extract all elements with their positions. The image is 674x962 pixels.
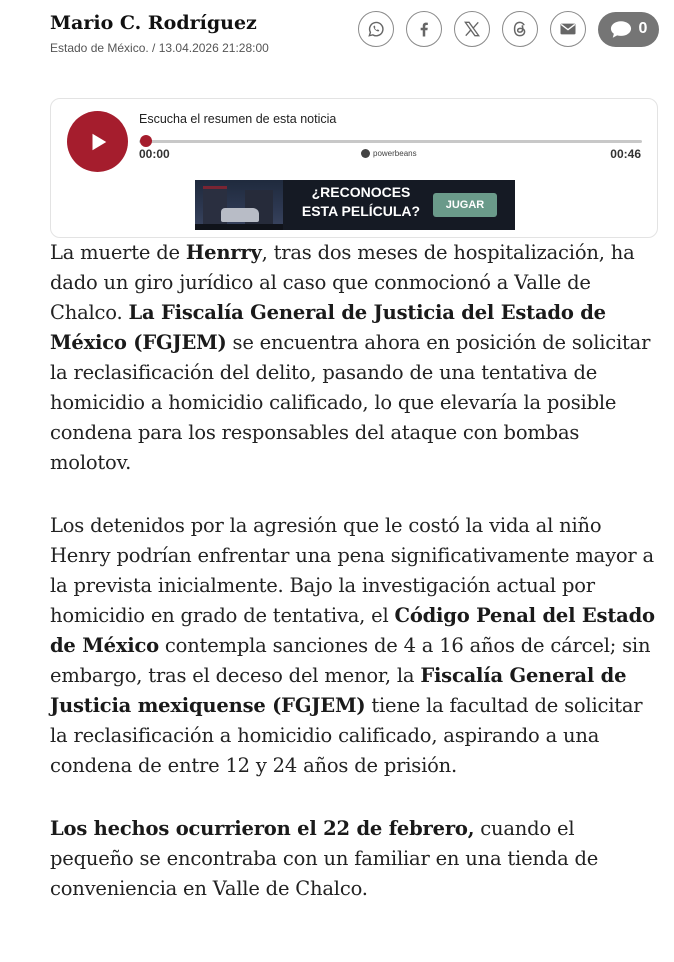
text-run: se encuentra ahora en posición de solicitar la reclasificación del delito, pasando de una tentativa de homicidio a homicidio calificado, lo que elevaría la posible condena para los responsables del ataque con bombas molotov. xyxy=(50,331,651,474)
text-run: contempla sanciones de 4 a 16 años de cárcel; sin embargo, tras el deceso del menor, la xyxy=(50,634,651,687)
article-paragraph xyxy=(50,814,660,904)
progress-track[interactable] xyxy=(139,140,642,143)
x-icon xyxy=(462,19,482,39)
play-icon xyxy=(87,131,109,153)
player-brand[interactable] xyxy=(361,149,417,158)
whatsapp-icon xyxy=(366,19,386,39)
author-name[interactable]: Mario C. Rodríguez xyxy=(50,12,257,34)
article-body xyxy=(50,238,660,937)
facebook-icon xyxy=(414,19,434,39)
share-bar xyxy=(358,11,659,47)
play-button[interactable] xyxy=(67,111,128,172)
brand-name: powerbeans xyxy=(373,149,417,158)
bold-text: Fiscalía General de Justicia mexiquense (FGJEM) xyxy=(50,664,627,717)
text-run: tiene la facultad de solicitar la reclasificación a homicidio calificado, aspirando a una condena de entre 12 y 24 años de prisión. xyxy=(50,694,643,777)
ad-movie-scene-image xyxy=(195,180,283,230)
text-run: , tras dos meses de hospitalización, ha dado un giro jurídico al caso que conmocionó a Valle de Chalco. xyxy=(50,241,635,324)
whatsapp-share-button[interactable] xyxy=(358,11,394,47)
comment-count: 0 xyxy=(638,20,648,37)
text-run: Los detenidos por la agresión que le costó la vida al niño Henry podrían enfrentar una pena significativamente mayor a la prevista inicialmente. Bajo la investigación actual por homicidio en grado de tentativa, el xyxy=(50,514,654,627)
ad-play-button[interactable]: JUGAR xyxy=(433,193,497,217)
location-date: Estado de México. / 13.04.2026 21:28:00 xyxy=(50,41,269,55)
text-run: cuando el pequeño se encontraba con un familiar en una tienda de conveniencia en Valle de Chalco. xyxy=(50,817,599,900)
x-share-button[interactable] xyxy=(454,11,490,47)
progress-handle[interactable] xyxy=(140,135,152,147)
ad-banner[interactable] xyxy=(195,180,515,230)
bold-text: Código Penal del Estado de México xyxy=(50,604,655,657)
ad-headline: ¿RECONOCES ESTA PELÍCULA? xyxy=(301,184,421,219)
comments-button[interactable] xyxy=(598,12,659,47)
comment-icon xyxy=(610,20,632,39)
text-run: La muerte de xyxy=(50,241,186,264)
time-total: 00:46 xyxy=(610,147,641,161)
article-paragraph xyxy=(50,238,660,478)
facebook-share-button[interactable] xyxy=(406,11,442,47)
player-title: Escucha el resumen de esta noticia xyxy=(139,112,337,126)
threads-share-button[interactable] xyxy=(502,11,538,47)
time-elapsed: 00:00 xyxy=(139,147,170,161)
bold-text: La Fiscalía General de Justicia del Estado de México (FGJEM) xyxy=(50,301,606,354)
article-paragraph xyxy=(50,511,660,781)
threads-icon xyxy=(510,19,530,39)
email-share-button[interactable] xyxy=(550,11,586,47)
bold-text: Los hechos ocurrieron el 22 de febrero, xyxy=(50,817,475,840)
email-icon xyxy=(558,19,578,39)
bold-text: Henrry xyxy=(185,241,262,264)
audio-player xyxy=(50,98,658,238)
powerbeans-logo-icon xyxy=(361,149,370,158)
